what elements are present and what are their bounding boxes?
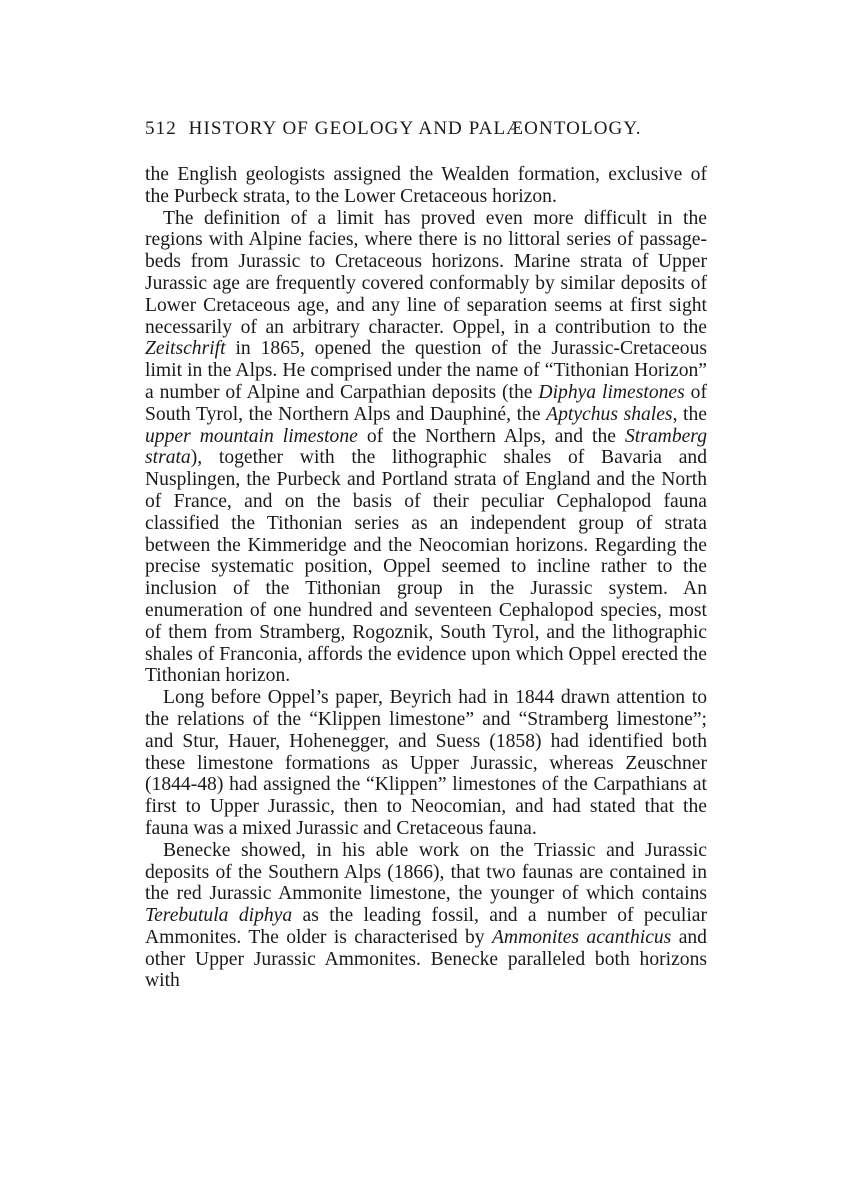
- text-run: of South Tyrol, the Northern Alps and Dauphiné, the: [145, 381, 707, 425]
- text-run: The definition of a limit has proved even more difficult in the regions with Alpine facies, where there is no littoral series of passage-beds from Jurassic to Cretaceous horizons. Marine strata of Upper Jurassic age are frequently covered conformably by similar deposits of Lower Cretaceous age, and any line of separation seems at first sight necessarily of an arbitrary character. Oppel, in a contribution to the: [145, 207, 707, 338]
- paragraph: [145, 840, 707, 993]
- text-run: as the leading fossil, and a number of peculiar Ammonites. The older is characterised by: [145, 905, 707, 948]
- italic-term: Ammonites acanthicus: [491, 926, 672, 948]
- text-run: the English geologists assigned the Wealden formation, exclusive of the Purbeck strata, to the Lower Cretaceous horizon.: [145, 164, 707, 207]
- italic-term: Stramberg strata: [145, 425, 708, 469]
- paragraph: [145, 164, 707, 208]
- body-text: [145, 164, 707, 992]
- text-run: of the Northern Alps, and the: [357, 425, 625, 447]
- italic-term: Zeitschrift: [145, 338, 226, 360]
- italic-term: Aptychus shales: [546, 403, 673, 425]
- paragraph: [145, 687, 707, 840]
- text-run: Benecke showed, in his able work on the Triassic and Jurassic deposits of the Southern Alps (1866), that two faunas are contained in the red Jurassic Ammonite limestone, the younger of which contains: [145, 839, 707, 905]
- book-page: [145, 116, 707, 992]
- text-run: in 1865, opened the question of the Jurassic-Cretaceous limit in the Alps. He comprised under the name of “Tithonian Horizon” a number of Alpine and Carpathian deposits (the: [145, 338, 707, 403]
- running-title: HISTORY OF GEOLOGY AND PALÆONTOLOGY.: [188, 118, 642, 139]
- text-run: ), together with the lithographic shales of Bavaria and Nusplingen, the Purbeck and Portland strata of England and the North of France, and on the basis of their peculiar Cephalopod fauna classified the Tithonian series as an independent group of strata between the Kimmeridge and the Neocomian horizons. Regarding the precise systematic position, Oppel seemed to incline rather to the inclusion of the Tithonian group in the Jurassic system. An enumeration of one hundred and seventeen Cephalopod species, most of them from Stramberg, Rogoznik, South Tyrol, and the lithographic shales of Franconia, affords the evidence upon which Oppel erected the Tithonian horizon.: [145, 447, 707, 687]
- italic-term: upper mountain limestone: [145, 425, 358, 447]
- page-number: 512: [145, 118, 177, 139]
- text-run: Long before Oppel’s paper, Beyrich had in 1844 drawn attention to the relations of the “Klippen limestone” and “Stramberg limestone”; and Stur, Hauer, Hohenegger, and Suess (1858) had identified both these limestone formations as Upper Jurassic, whereas Zeuschner (1844-48) had assigned the “Klippen” limestones of the Carpathians at first to Upper Jurassic, then to Neocomian, and had stated that the fauna was a mixed Jurassic and Cretaceous fauna.: [145, 687, 707, 839]
- text-run: and other Upper Jurassic Ammonites. Benecke paralleled both horizons with: [145, 926, 707, 992]
- italic-term: Diphya limestones: [538, 381, 685, 403]
- italic-term: Terebutula diphya: [145, 905, 293, 927]
- text-run: , the: [672, 403, 707, 425]
- paragraph: [145, 208, 707, 688]
- running-head: [145, 116, 707, 142]
